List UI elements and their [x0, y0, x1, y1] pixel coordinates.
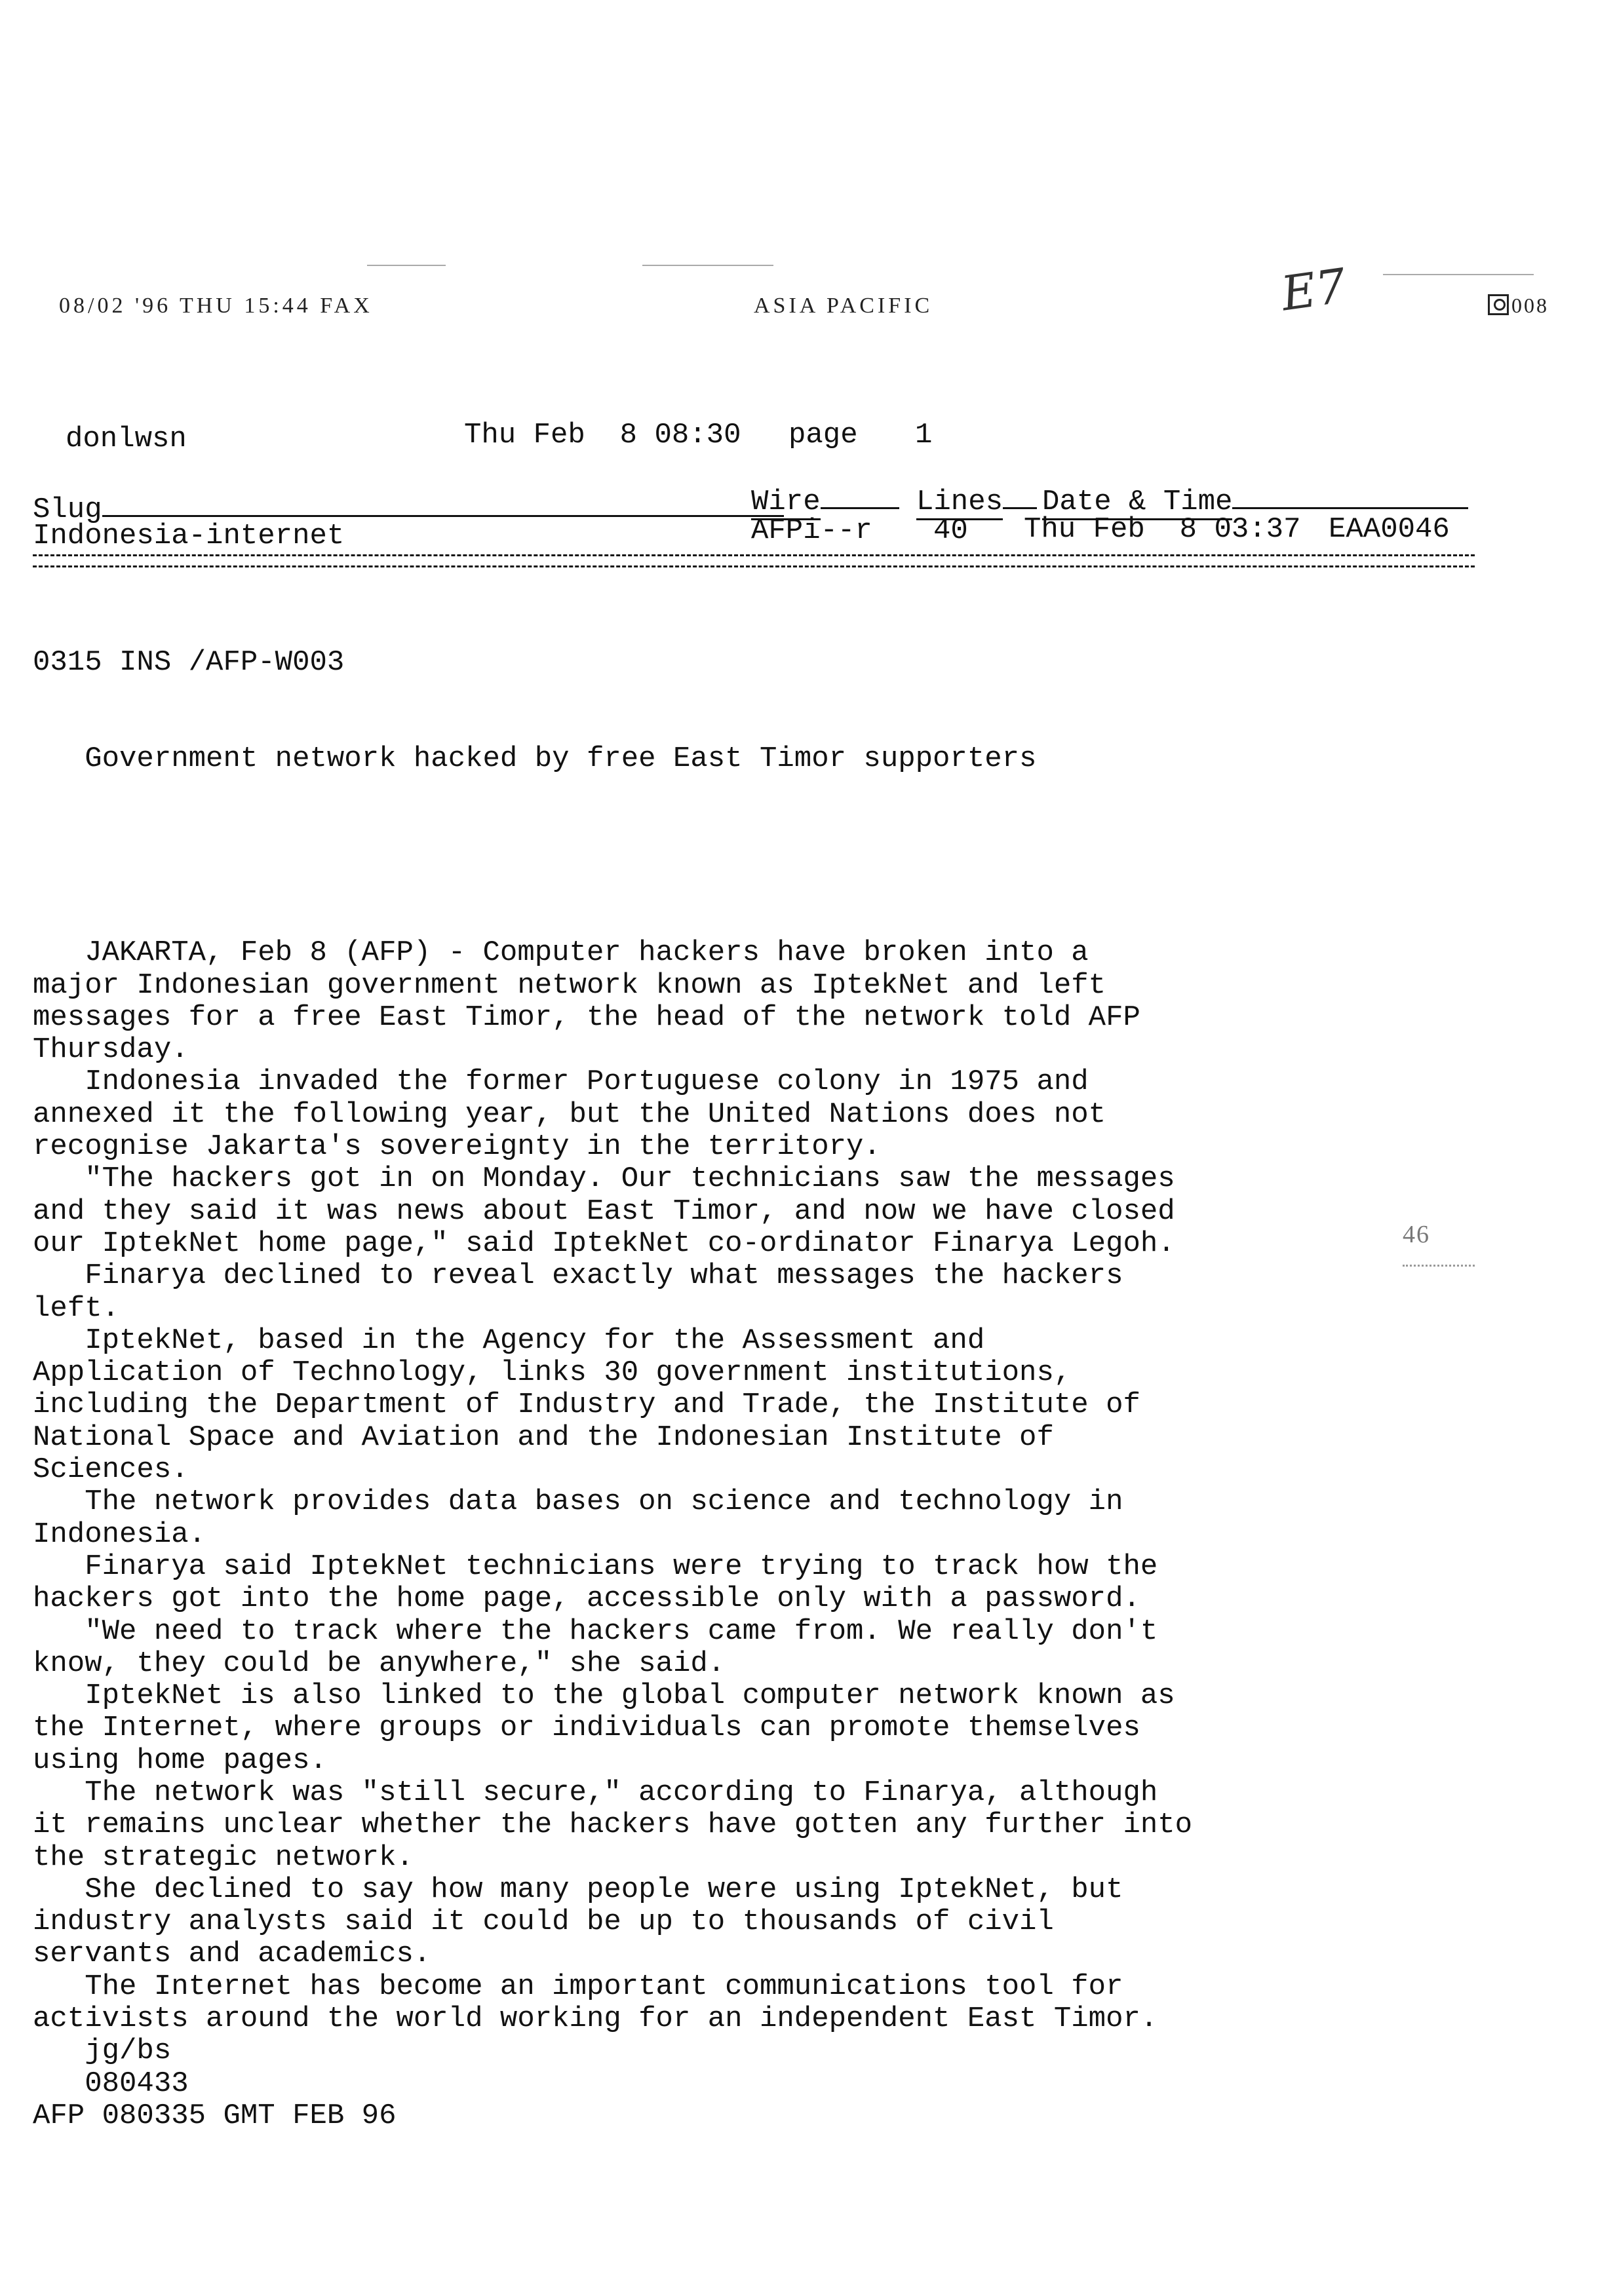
handwritten-note: E7 — [1277, 258, 1350, 322]
story-line: 080433 — [33, 2067, 189, 2100]
story-headline — [33, 743, 1540, 775]
lines-label-row — [916, 485, 1037, 516]
headline-text: Government network hacked by free East Timor supporters — [85, 742, 1037, 776]
print-user: donlwsn — [66, 423, 187, 455]
story-line: The network was "still secure," according to Finarya, although — [33, 1776, 1158, 1809]
margin-note: 46 — [1403, 1221, 1430, 1248]
story-line: the strategic network. — [33, 1841, 414, 1874]
story-line: annexed it the following year, but the United Nations does not — [33, 1098, 1106, 1131]
datetime-label: Date & Time — [1042, 486, 1232, 520]
story-line: servants and academics. — [33, 1938, 431, 1971]
story-line: it remains unclear whether the hackers have gotten any further into — [33, 1808, 1193, 1842]
story-line: Finarya declined to reveal exactly what messages the hackers — [33, 1259, 1123, 1293]
fax-page-number — [1488, 294, 1549, 318]
fax-page-icon — [1488, 294, 1509, 315]
story-line: She declined to say how many people were using IptekNet, but — [33, 1873, 1123, 1906]
story-line: including the Department of Industry and Trade, the Institute of — [33, 1388, 1140, 1422]
print-page-label: page — [788, 419, 858, 451]
story-line: "We need to track where the hackers came from. We really don't — [33, 1615, 1158, 1648]
story-line: industry analysts said it could be up to thousands of civil — [33, 1905, 1054, 1939]
story-line: using home pages. — [33, 1744, 327, 1777]
story-line: Sciences. — [33, 1453, 189, 1487]
story-line: major Indonesian government network known as IptekNet and left — [33, 968, 1106, 1002]
story-line: Finarya said IptekNet technicians were trying to track how the — [33, 1550, 1158, 1583]
story-line: JAKARTA, Feb 8 (AFP) - Computer hackers have broken into a — [33, 936, 1089, 970]
fax-datetime: 08/02 '96 THU 15:44 FAX — [59, 294, 373, 318]
story-line: recognise Jakarta's sovereignty in the territory. — [33, 1130, 881, 1164]
slug-value: Indonesia-internet — [33, 520, 345, 552]
wire-underline — [821, 485, 899, 509]
lines-label: Lines — [916, 486, 1003, 520]
story-line: The Internet has become an important communications tool for — [33, 1970, 1123, 2003]
story-line: left. — [33, 1292, 120, 1325]
fax-page-value: 008 — [1511, 294, 1549, 317]
story-line: Indonesia. — [33, 1518, 206, 1551]
lines-value: 40 — [933, 514, 968, 547]
story-line: the Internet, where groups or individuals can promote themselves — [33, 1712, 1140, 1745]
wire-label-row — [751, 485, 899, 516]
story-line: "The hackers got in on Monday. Our technicians saw the messages — [33, 1162, 1175, 1196]
scan-speck — [642, 265, 773, 266]
slug-label: Slug — [33, 493, 102, 526]
story-id: EAA0046 — [1329, 513, 1450, 546]
story-line: National Space and Aviation and the Indonesian Institute of — [33, 1421, 1054, 1454]
story-line: AFP 080335 GMT FEB 96 — [33, 2099, 397, 2132]
wire-label: Wire — [751, 486, 821, 520]
story-line: IptekNet is also linked to the global computer network known as — [33, 1679, 1175, 1713]
lines-underline — [1003, 485, 1037, 509]
print-timestamp: Thu Feb 8 08:30 — [464, 419, 741, 451]
margin-dots — [1403, 1265, 1475, 1267]
fax-office: ASIA PACIFIC — [754, 294, 933, 318]
story-line: Thursday. — [33, 1033, 189, 1067]
print-page-number: 1 — [915, 419, 933, 451]
double-rule — [33, 554, 1475, 567]
story-line: our IptekNet home page," said IptekNet co-ordinator Finarya Legoh. — [33, 1227, 1175, 1260]
story-line: Indonesia invaded the former Portuguese colony in 1975 and — [33, 1065, 1089, 1099]
story-line: The network provides data bases on science and technology in — [33, 1485, 1123, 1519]
datetime-value: Thu Feb 8 03:37 — [1024, 513, 1301, 546]
wire-value: AFPi--r — [751, 514, 872, 547]
slug-underline — [102, 493, 784, 517]
story-line: jg/bs — [33, 2035, 172, 2068]
story-line: activists around the world working for an independent East Timor. — [33, 2002, 1158, 2036]
blank-line — [33, 840, 1540, 872]
story-line: messages for a free East Timor, the head of the network told AFP — [33, 1001, 1140, 1034]
story-code: 0315 INS /AFP-W003 — [33, 645, 345, 679]
datetime-underline — [1232, 485, 1468, 509]
datetime-label-row — [1042, 485, 1468, 516]
story-line: and they said it was news about East Timor, and now we have closed — [33, 1195, 1175, 1228]
scan-speck — [1383, 274, 1534, 275]
scan-speck — [367, 265, 446, 266]
story-line: IptekNet, based in the Agency for the Assessment and — [33, 1324, 985, 1357]
story-line: know, they could be anywhere," she said. — [33, 1647, 726, 1680]
story-line: hackers got into the home page, accessible only with a password. — [33, 1582, 1140, 1616]
story-line: Application of Technology, links 30 government institutions, — [33, 1356, 1072, 1390]
